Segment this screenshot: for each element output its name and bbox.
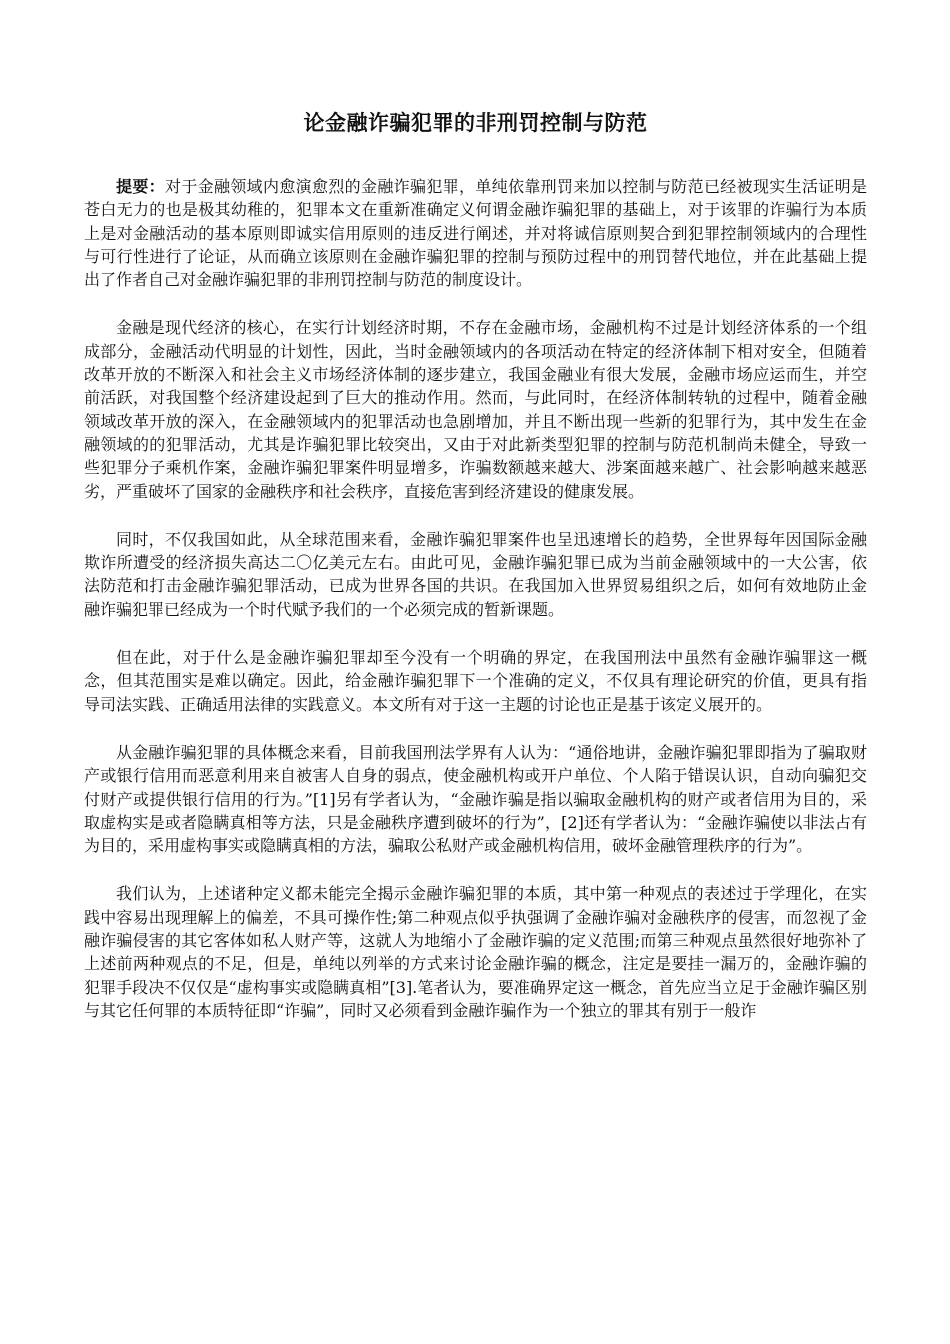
body-paragraph-4: 从金融诈骗犯罪的具体概念来看，目前我国刑法学界有人认为：“通俗地讲，金融诈骗犯罪即指为了骗取财产或银行信用而恶意利用来自被害人自身的弱点，使金融机构或开户单位、个人陷于错误认识，自动向骗犯交付财产或提供银行信用的行为。”[1]另有学者认为，“金融诈骗是指以骗取金融机构的财产或者信用为目的，采取虚构实是或者隐瞒真相等方法，只是金融秩序遭到破坏的行为”，[2]还有学者认为：“金融诈骗使以非法占有为目的，采用虚构事实或隐瞒真相的方法，骗取公私财产或金融机构信用，破坏金融管理秩序的行为”。 (84, 742, 867, 856)
abstract-label: 提要： (116, 177, 165, 196)
body-paragraph-2: 同时，不仅我国如此，从全球范围来看，金融诈骗犯罪案件也呈迅速增长的趋势，全世界每年因国际金融欺诈所遭受的经济损失高达二〇亿美元左右。由此可见，金融诈骗犯罪已成为当前金融领域中的一大公害，依法防范和打击金融诈骗犯罪活动，已成为世界各国的共识。在我国加入世界贸易组织之后，如何有效地防止金融诈骗犯罪已经成为一个时代赋予我们的一个必须完成的暂新课题。 (84, 529, 867, 619)
body-paragraph-3: 但在此，对于什么是金融诈骗犯罪却至今没有一个明确的界定，在我国刑法中虽然有金融诈骗罪这一概念，但其范围实是难以确定。因此，给金融诈骗犯罪下一个准确的定义，不仅具有理论研究的价值，更具有指导司法实践、正确适用法律的实践意义。本文所有对于这一主题的讨论也正是基于该定义展开的。 (84, 648, 867, 714)
abstract-text: 对于金融领域内愈演愈烈的金融诈骗犯罪，单纯依靠刑罚来加以控制与防范已经被现实生活证明是苍白无力的也是极其幼稚的，犯罪本文在重新准确定义何谓金融诈骗犯罪的基础上，对于该罪的诈骗行为本质上是对金融活动的基本原则即诚实信用原则的违反进行阐述，并对将诚信原则契合到犯罪控制领域内的合理性与可行性进行了论证，从而确立该原则在金融诈骗犯罪的控制与预防过程中的刑罚替代地位，并在此基础上提出了作者自己对金融诈骗犯罪的非刑罚控制与防范的制度设计。 (84, 177, 867, 290)
document-title: 论金融诈骗犯罪的非刑罚控制与防范 (303, 110, 648, 135)
body-paragraph-1: 金融是现代经济的核心，在实行计划经济时期，不存在金融市场，金融机构不过是计划经济体系的一个组成部分，金融活动代明显的计划性，因此，当时金融领域内的各项活动在特定的经济体制下相对安全，但随着改革开放的不断深入和社会主义市场经济体制的逐步建立，我国金融业有很大发展，金融市场应运而生，并空前活跃，对我国整个经济建设起到了巨大的推动作用。然而，与此同时，在经济体制转轨的过程中，随着金融领域改革开放的深入，在金融领域内的犯罪活动也急剧增加，并且不断出现一些新的犯罪行为，其中发生在金融领域的的犯罪活动，尤其是诈骗犯罪比较突出，又由于对此新类型犯罪的控制与防范机制尚未健全，导致一些犯罪分子乘机作案，金融诈骗犯罪案件明显增多，诈骗数额越来越大、涉案面越来越广、社会影响越来越恶劣，严重破坏了国家的金融秩序和社会秩序，直接危害到经济建设的健康发展。 (84, 318, 867, 501)
abstract-paragraph (84, 175, 867, 291)
body-paragraph-5: 我们认为，上述诸种定义都未能完全揭示金融诈骗犯罪的本质，其中第一种观点的表述过于学理化，在实践中容易出现理解上的偏差，不具可操作性;第二种观点似乎执强调了金融诈骗对金融秩序的侵害，而忽视了金融诈骗侵害的其它客体如私人财产等，这就人为地缩小了金融诈骗的定义范围;而第三种观点虽然很好地弥补了上述前两种观点的不足，但是，单纯以列举的方式来讨论金融诈骗的概念，注定是要挂一漏万的，金融诈骗的犯罪手段决不仅仅是“虚构事实或隐瞒真相”[3].笔者认为，要准确界定这一概念，首先应当立足于金融诈骗区别与其它任何罪的本质特征即“诈骗”，同时又必须看到金融诈骗作为一个独立的罪其有别于一般诈 (84, 884, 867, 1020)
document-page (84, 0, 867, 1344)
